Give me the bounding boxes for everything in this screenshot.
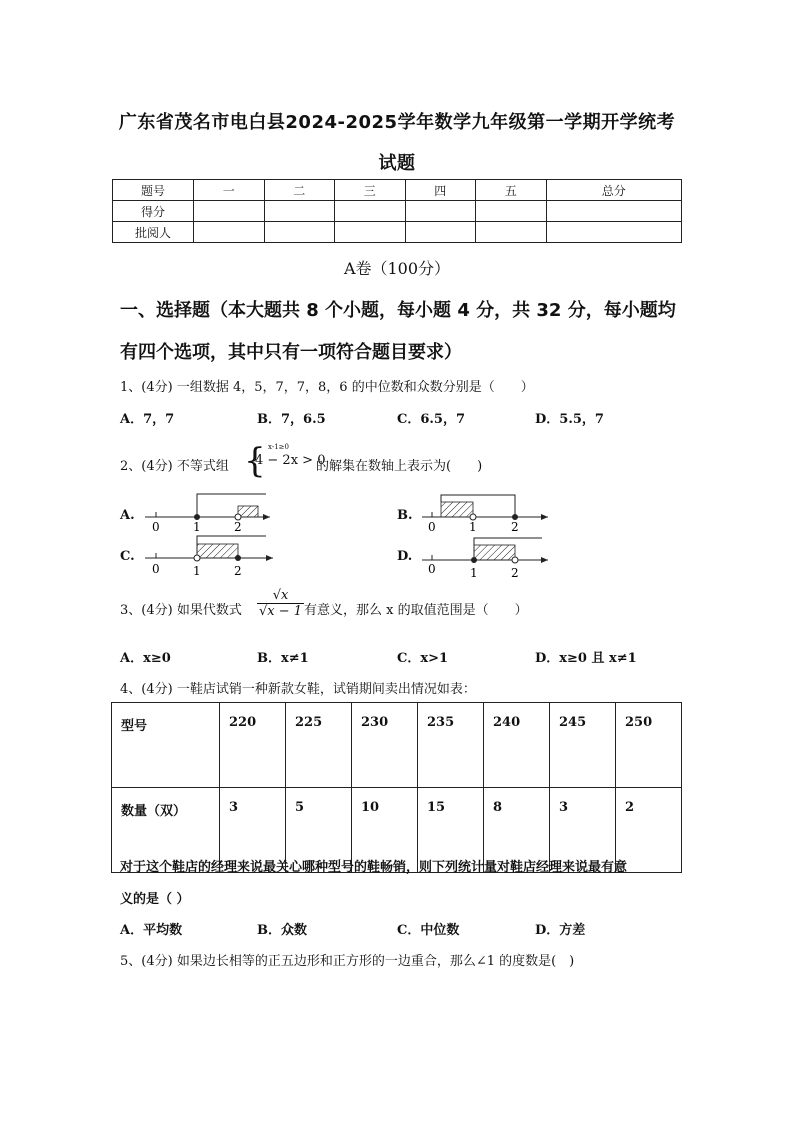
q2-system-bottom: 4 − 2x > 0 bbox=[255, 453, 326, 468]
q4-stem: 4、(4分) 一鞋店试销一种新款女鞋，试销期间卖出情况如表： bbox=[120, 682, 476, 697]
tick-label: 1 bbox=[469, 520, 477, 534]
q2-option-a[interactable]: A. bbox=[120, 508, 135, 523]
q4-follow-line2: 义的是（ ） bbox=[120, 892, 190, 907]
q4-option-b[interactable]: B．众数 bbox=[257, 923, 307, 938]
q4-follow-line1: 对于这个鞋店的经理来说最关心哪种型号的鞋畅销，则下列统计量对鞋店经理来说最有意 bbox=[120, 860, 628, 875]
score-row-label: 批阅人 bbox=[113, 222, 194, 243]
score-row-label: 得分 bbox=[113, 201, 194, 222]
q3-option-b[interactable]: B．x≠1 bbox=[257, 651, 309, 666]
section-heading-line2: 有四个选项，其中只有一项符合题目要求） bbox=[120, 342, 462, 363]
open-dot bbox=[512, 557, 518, 563]
tick-label: 1 bbox=[193, 520, 201, 534]
table-row bbox=[112, 703, 682, 788]
tick-label: 1 bbox=[193, 564, 201, 578]
q3-option-c[interactable]: C．x>1 bbox=[397, 651, 449, 666]
shoe-cell: 235 bbox=[418, 703, 484, 788]
number-line-a bbox=[145, 494, 270, 534]
q1-option-a[interactable]: A．7，7 bbox=[120, 412, 175, 427]
open-dot bbox=[194, 555, 200, 561]
q2-stem-post: 的解集在数轴上表示为( ) bbox=[316, 459, 483, 474]
score-header-cell: 五 bbox=[476, 180, 547, 201]
number-line-c bbox=[145, 536, 273, 578]
q4-option-c[interactable]: C．中位数 bbox=[397, 923, 460, 938]
q3-stem-post: 有意义，那么 x 的取值范围是（ ） bbox=[304, 603, 528, 618]
shoe-cell: 225 bbox=[286, 703, 352, 788]
tick-label: 0 bbox=[428, 520, 436, 534]
q4-option-a[interactable]: A．平均数 bbox=[120, 923, 183, 938]
q2-system-top: x-1≥0 bbox=[268, 443, 289, 451]
doc-title-line2: 试题 bbox=[378, 153, 416, 174]
doc-title-line1: 广东省茂名市电白县2024-2025学年数学九年级第一学期开学统考 bbox=[118, 112, 676, 133]
shoe-cell: 15 bbox=[418, 788, 484, 873]
brace-icon: { bbox=[244, 441, 266, 481]
arrow-icon bbox=[541, 557, 548, 563]
shoe-cell: 3 bbox=[550, 788, 616, 873]
shoe-cell: 5 bbox=[286, 788, 352, 873]
arrow-icon bbox=[541, 514, 548, 520]
tick-label: 0 bbox=[152, 562, 160, 576]
arrow-icon bbox=[266, 555, 273, 561]
tick-label: 2 bbox=[511, 520, 519, 534]
score-header-cell: 四 bbox=[405, 180, 476, 201]
q1-option-d[interactable]: D．5.5，7 bbox=[535, 412, 604, 427]
q3-fraction-numerator: √x bbox=[257, 588, 304, 604]
shoe-cell: 数量（双） bbox=[112, 788, 220, 873]
shoe-cell: 230 bbox=[352, 703, 418, 788]
q1-option-c[interactable]: C．6.5，7 bbox=[397, 412, 466, 427]
number-line-d bbox=[422, 538, 548, 580]
tick-label: 0 bbox=[152, 520, 160, 534]
q3-fraction bbox=[257, 588, 304, 619]
tick-label: 0 bbox=[428, 562, 436, 576]
q3-stem-pre: 3、(4分) 如果代数式 bbox=[120, 603, 242, 618]
score-header-cell: 总分 bbox=[546, 180, 682, 201]
shoe-cell: 240 bbox=[484, 703, 550, 788]
q3-option-d[interactable]: D．x≥0 且 x≠1 bbox=[535, 651, 637, 666]
q3-fraction-denominator: √x − 1 bbox=[259, 604, 303, 619]
score-header-cell: 题号 bbox=[113, 180, 194, 201]
section-heading-line1: 一、选择题（本大题共 8 个小题，每小题 4 分，共 32 分，每小题均 bbox=[120, 300, 676, 321]
q2-option-d[interactable]: D. bbox=[397, 549, 413, 564]
shoe-cell: 3 bbox=[220, 788, 286, 873]
q2-option-b[interactable]: B. bbox=[397, 508, 413, 523]
shoe-cell: 8 bbox=[484, 788, 550, 873]
shoe-cell: 10 bbox=[352, 788, 418, 873]
shoe-cell: 250 bbox=[616, 703, 682, 788]
shoe-cell: 型号 bbox=[112, 703, 220, 788]
q2-option-c[interactable]: C. bbox=[120, 549, 135, 564]
score-header-cell: 三 bbox=[335, 180, 406, 201]
q1-stem: 1、(4分) 一组数据 4，5，7，7，8，6 的中位数和众数分别是（ ） bbox=[120, 380, 534, 395]
shoe-cell: 2 bbox=[616, 788, 682, 873]
tick-label: 2 bbox=[511, 566, 519, 580]
number-line-b bbox=[422, 495, 548, 534]
q3-option-a[interactable]: A．x≥0 bbox=[120, 651, 171, 666]
shoe-cell: 220 bbox=[220, 703, 286, 788]
tick-label: 2 bbox=[234, 520, 242, 534]
tick-label: 1 bbox=[470, 566, 478, 580]
score-header-cell: 一 bbox=[194, 180, 265, 201]
closed-dot bbox=[235, 555, 241, 561]
part-title: A卷（100分） bbox=[343, 259, 451, 278]
arrow-icon bbox=[263, 514, 270, 520]
shoe-cell: 245 bbox=[550, 703, 616, 788]
score-header-cell: 二 bbox=[264, 180, 335, 201]
tick-label: 2 bbox=[234, 564, 242, 578]
q2-stem-pre: 2、(4分) 不等式组 bbox=[120, 459, 229, 474]
shoe-table bbox=[111, 702, 682, 873]
q4-option-d[interactable]: D．方差 bbox=[535, 923, 586, 938]
q1-option-b[interactable]: B．7，6.5 bbox=[257, 412, 326, 427]
q5-stem: 5、(4分) 如果边长相等的正五边形和正方形的一边重合，那么∠1 的度数是( ) bbox=[120, 954, 575, 969]
closed-dot bbox=[471, 557, 477, 563]
